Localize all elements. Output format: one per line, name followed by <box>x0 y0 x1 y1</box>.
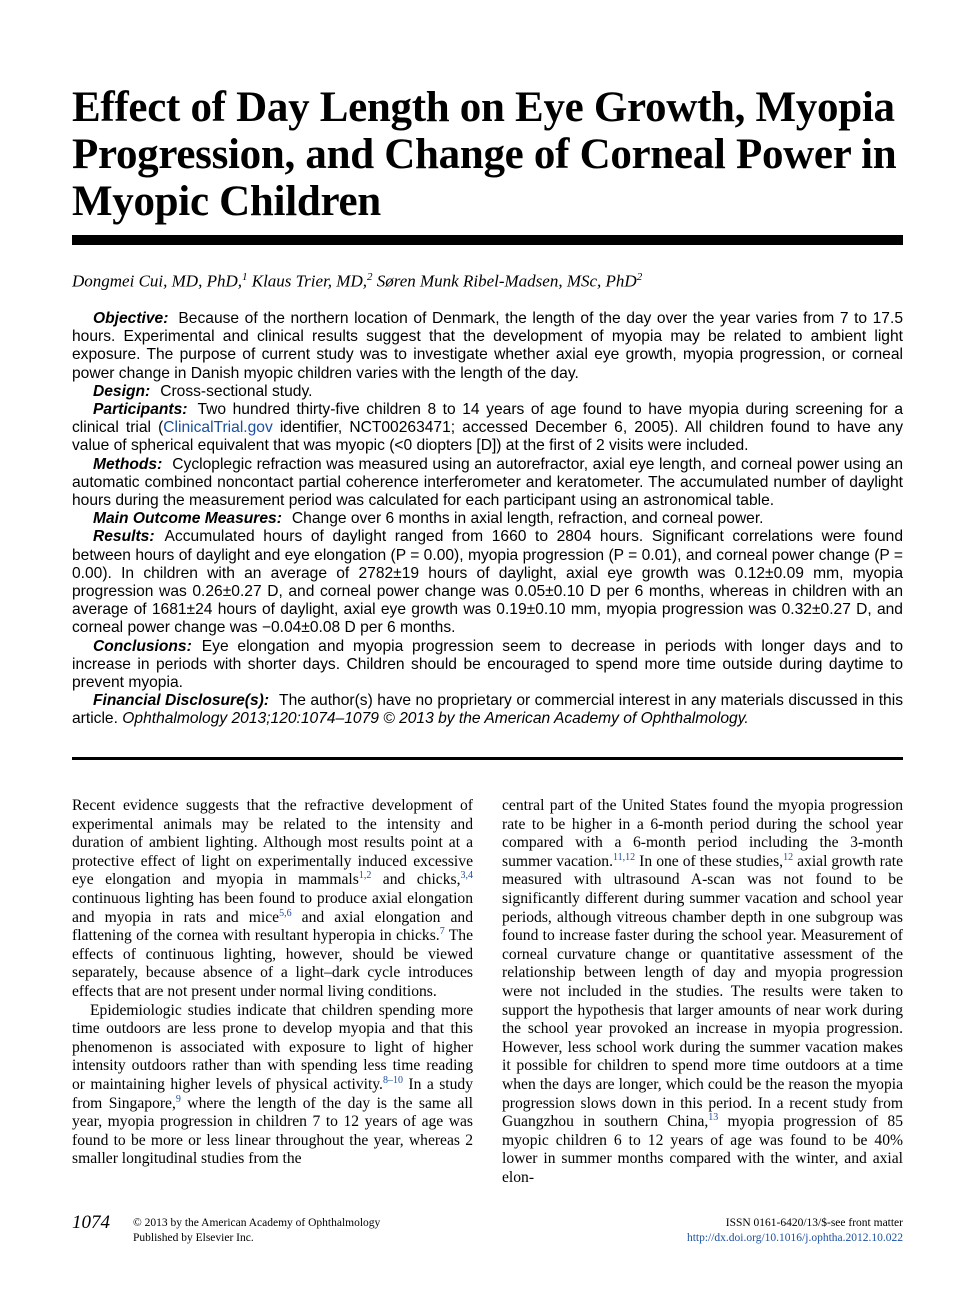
text-run: In a study from Singapore, <box>72 1075 474 1112</box>
text-run: central part of the United States found the myopia progression rate to be higher in a 6-month period during the school year compared with a 6-month period including the 3-month summer vacation. <box>502 797 903 870</box>
footer-issn-block <box>687 1216 903 1246</box>
doi-link[interactable]: http://dx.doi.org/10.1016/j.ophtha.2012.10.022 <box>686 1232 903 1244</box>
body-paragraph <box>502 797 903 1187</box>
title-rule <box>72 235 903 245</box>
issn-line: ISSN 0161-6420/13/$-see front matter <box>725 1217 903 1229</box>
reference-citation[interactable]: 12 <box>783 851 794 863</box>
text-run: Recent evidence suggests that the refractive development of experimental animals may be related to the intensity and duration of ambient lighting. Although most results point at a protective effect of light on experimentally induced excessive eye elongation and myopia in mammals <box>72 797 473 889</box>
section-text: Eye elongation and myopia progression seem to decrease in periods with longer days and to increase in periods with shorter days. Children should be encouraged to spend more time outside during daytime to prevent myopia. <box>72 637 903 692</box>
author-name: Klaus Trier, MD, <box>251 271 367 291</box>
section-label: Conclusions: <box>93 637 192 655</box>
article-title: Effect of Day Length on Eye Growth, Myopia Progression, and Change of Corneal Power in Myopic Children <box>72 84 897 225</box>
reference-citation[interactable]: 8–10 <box>382 1074 403 1086</box>
text-run: continuous lighting has been found to produce axial elongation and myopia in rats and mice <box>72 889 473 926</box>
text-run: and chicks, <box>371 871 461 889</box>
page-footer <box>72 1212 903 1252</box>
body-paragraph <box>72 797 473 1002</box>
section-text: The author(s) have no proprietary or commercial interest in any materials discussed in this article. <box>72 692 903 728</box>
footer-copyright-block <box>133 1216 380 1246</box>
text-run: myopia progression of 85 myopic children 6 to 12 years of age was found to be 40% lower in summer months compared with the winter, and axial elon- <box>502 1113 903 1186</box>
section-text: Because of the northern location of Denmark, the length of the day over the year varies from 7 to 17.5 hours. Experimental and clinical results suggest that the development of myopia may be related to ambient light exposure. The purpose of current study was to investigate whether axial eye growth, myopia progression, or corneal power change in Danish myopic children varies with the length of the day. <box>72 310 903 382</box>
text-run: Epidemiologic studies indicate that children spending more time outdoors are less prone to develop myopia and that this phenomenon is associated with exposure to light of higher intensity outdoors rather than with spending less time reading or maintaining higher levels of physical activity. <box>72 1001 473 1093</box>
body-column-left <box>72 797 473 1169</box>
section-label: Participants: <box>93 401 188 419</box>
text-run: axial growth rate measured with ultrasound A-scan was not found to be significantly different during summer vacation and school year periods, although vitreous chamber depth in one subgroup was found to increase faster during the school year. Measurement of corneal curvature change or quantitative assessment of the relationship between length of day and myopia progression were not included in the studies. The results were taken to support the hypothesis that larger amounts of near work during the school year provoked an increase in myopia progression. However, less school work during the summer vacation makes it possible for children to spend more time outdoors at a time when the days are longer, which could be the reason the myopia progression slows down in this period. In a recent study from Guangzhou in southern China, <box>502 852 904 1131</box>
abstract-participants <box>72 401 903 456</box>
page-number: 1074 <box>72 1212 110 1233</box>
section-label: Objective: <box>93 310 169 327</box>
reference-citation[interactable]: 3,4 <box>460 870 473 882</box>
text-run: In one of these studies, <box>635 852 784 870</box>
section-text: Cycloplegic refraction was measured using an autorefractor, axial eye length, and corneal power using an automatic combined noncontact partial coherence interferometer and keratometer. The accumulated number of daylight hours during the measurement period was calculated for each participant using an astronomical table. <box>72 455 903 510</box>
abstract-design <box>72 383 903 401</box>
journal-citation: Ophthalmology 2013;120:1074–1079 © 2013 by the American Academy of Ophthalmology. <box>122 710 749 728</box>
section-label: Methods: <box>93 455 163 473</box>
author-affiliation: 2 <box>636 271 643 283</box>
section-label: Results: <box>93 528 155 546</box>
section-text: Accumulated hours of daylight ranged from 1660 to 2804 hours. Significant correlations were found between hours of daylight and eye elongation (P = 0.00), myopia progression (P = 0.01), and corneal power change (P = 0.00). In children with an average of 2782±19 hours of daylight, axial eye growth was 0.12±0.09 mm, myopia progression was 0.26±0.27 D, and corneal power change was 0.05±0.10 D per 6 months, whereas in children with an average of 1681±24 hours of daylight, axial eye growth was 0.19±0.10 mm, myopia progression was 0.32±0.27 D, and corneal power change was −0.04±0.08 D per 6 months. <box>72 528 903 637</box>
clinicaltrial-link[interactable]: ClinicalTrial.gov <box>163 419 273 437</box>
section-text: Change over 6 months in axial length, refraction, and corneal power. <box>291 510 764 528</box>
abstract-results <box>72 528 903 637</box>
section-label: Design: <box>93 382 151 400</box>
abstract <box>72 310 903 729</box>
abstract-methods <box>72 456 903 511</box>
reference-citation[interactable]: 13 <box>708 1111 719 1123</box>
section-text: identifier, NCT00263471; accessed December 6, 2005). All children found to have any value of spherical equivalent that was myopic (<0 diopters [D]) at the first of 2 visits were included. <box>72 419 903 455</box>
author-name: Dongmei Cui, MD, PhD, <box>72 271 242 291</box>
reference-citation[interactable]: 11,12 <box>613 851 636 863</box>
section-text: Cross-sectional study. <box>160 382 313 400</box>
author-affiliation: 2 <box>366 271 373 283</box>
text-run: where the length of the day is the same all year, myopia progression in children 7 to 12 years of age was found to be more or less linear throughout the year, whereas 2 smaller longitudinal studies from the <box>72 1094 473 1168</box>
reference-citation[interactable]: 1,2 <box>358 870 372 882</box>
abstract-objective <box>72 310 903 383</box>
author-affiliation: 1 <box>241 271 248 283</box>
author-name: Søren Munk Ribel-Madsen, MSc, PhD <box>376 271 637 291</box>
abstract-rule <box>72 757 903 760</box>
body-paragraph <box>72 1002 473 1169</box>
text-run: and axial elongation and flattening of the cornea with resultant hyperopia in chicks. <box>72 908 473 945</box>
section-label: Main Outcome Measures: <box>93 510 282 528</box>
reference-citation[interactable]: 9 <box>175 1093 181 1105</box>
reference-citation[interactable]: 7 <box>439 925 445 937</box>
text-run: The effects of continuous lighting, however, should be viewed separately, because absence of a light–dark cycle introduces effects that are not present under normal living conditions. <box>72 927 473 1000</box>
abstract-disclosure <box>72 692 903 728</box>
body-column-right <box>502 797 903 1187</box>
author-list <box>72 266 903 293</box>
abstract-main-outcome <box>72 510 903 528</box>
section-text: Two hundred thirty-five children 8 to 14 years of age found to have myopia during screening for a clinical trial ( <box>72 401 903 437</box>
section-label: Financial Disclosure(s): <box>93 692 270 710</box>
copyright-line: © 2013 by the American Academy of Ophthalmology <box>133 1217 381 1229</box>
reference-citation[interactable]: 5,6 <box>279 907 292 919</box>
abstract-conclusions <box>72 638 903 693</box>
publisher-line: Published by Elsevier Inc. <box>133 1232 254 1244</box>
